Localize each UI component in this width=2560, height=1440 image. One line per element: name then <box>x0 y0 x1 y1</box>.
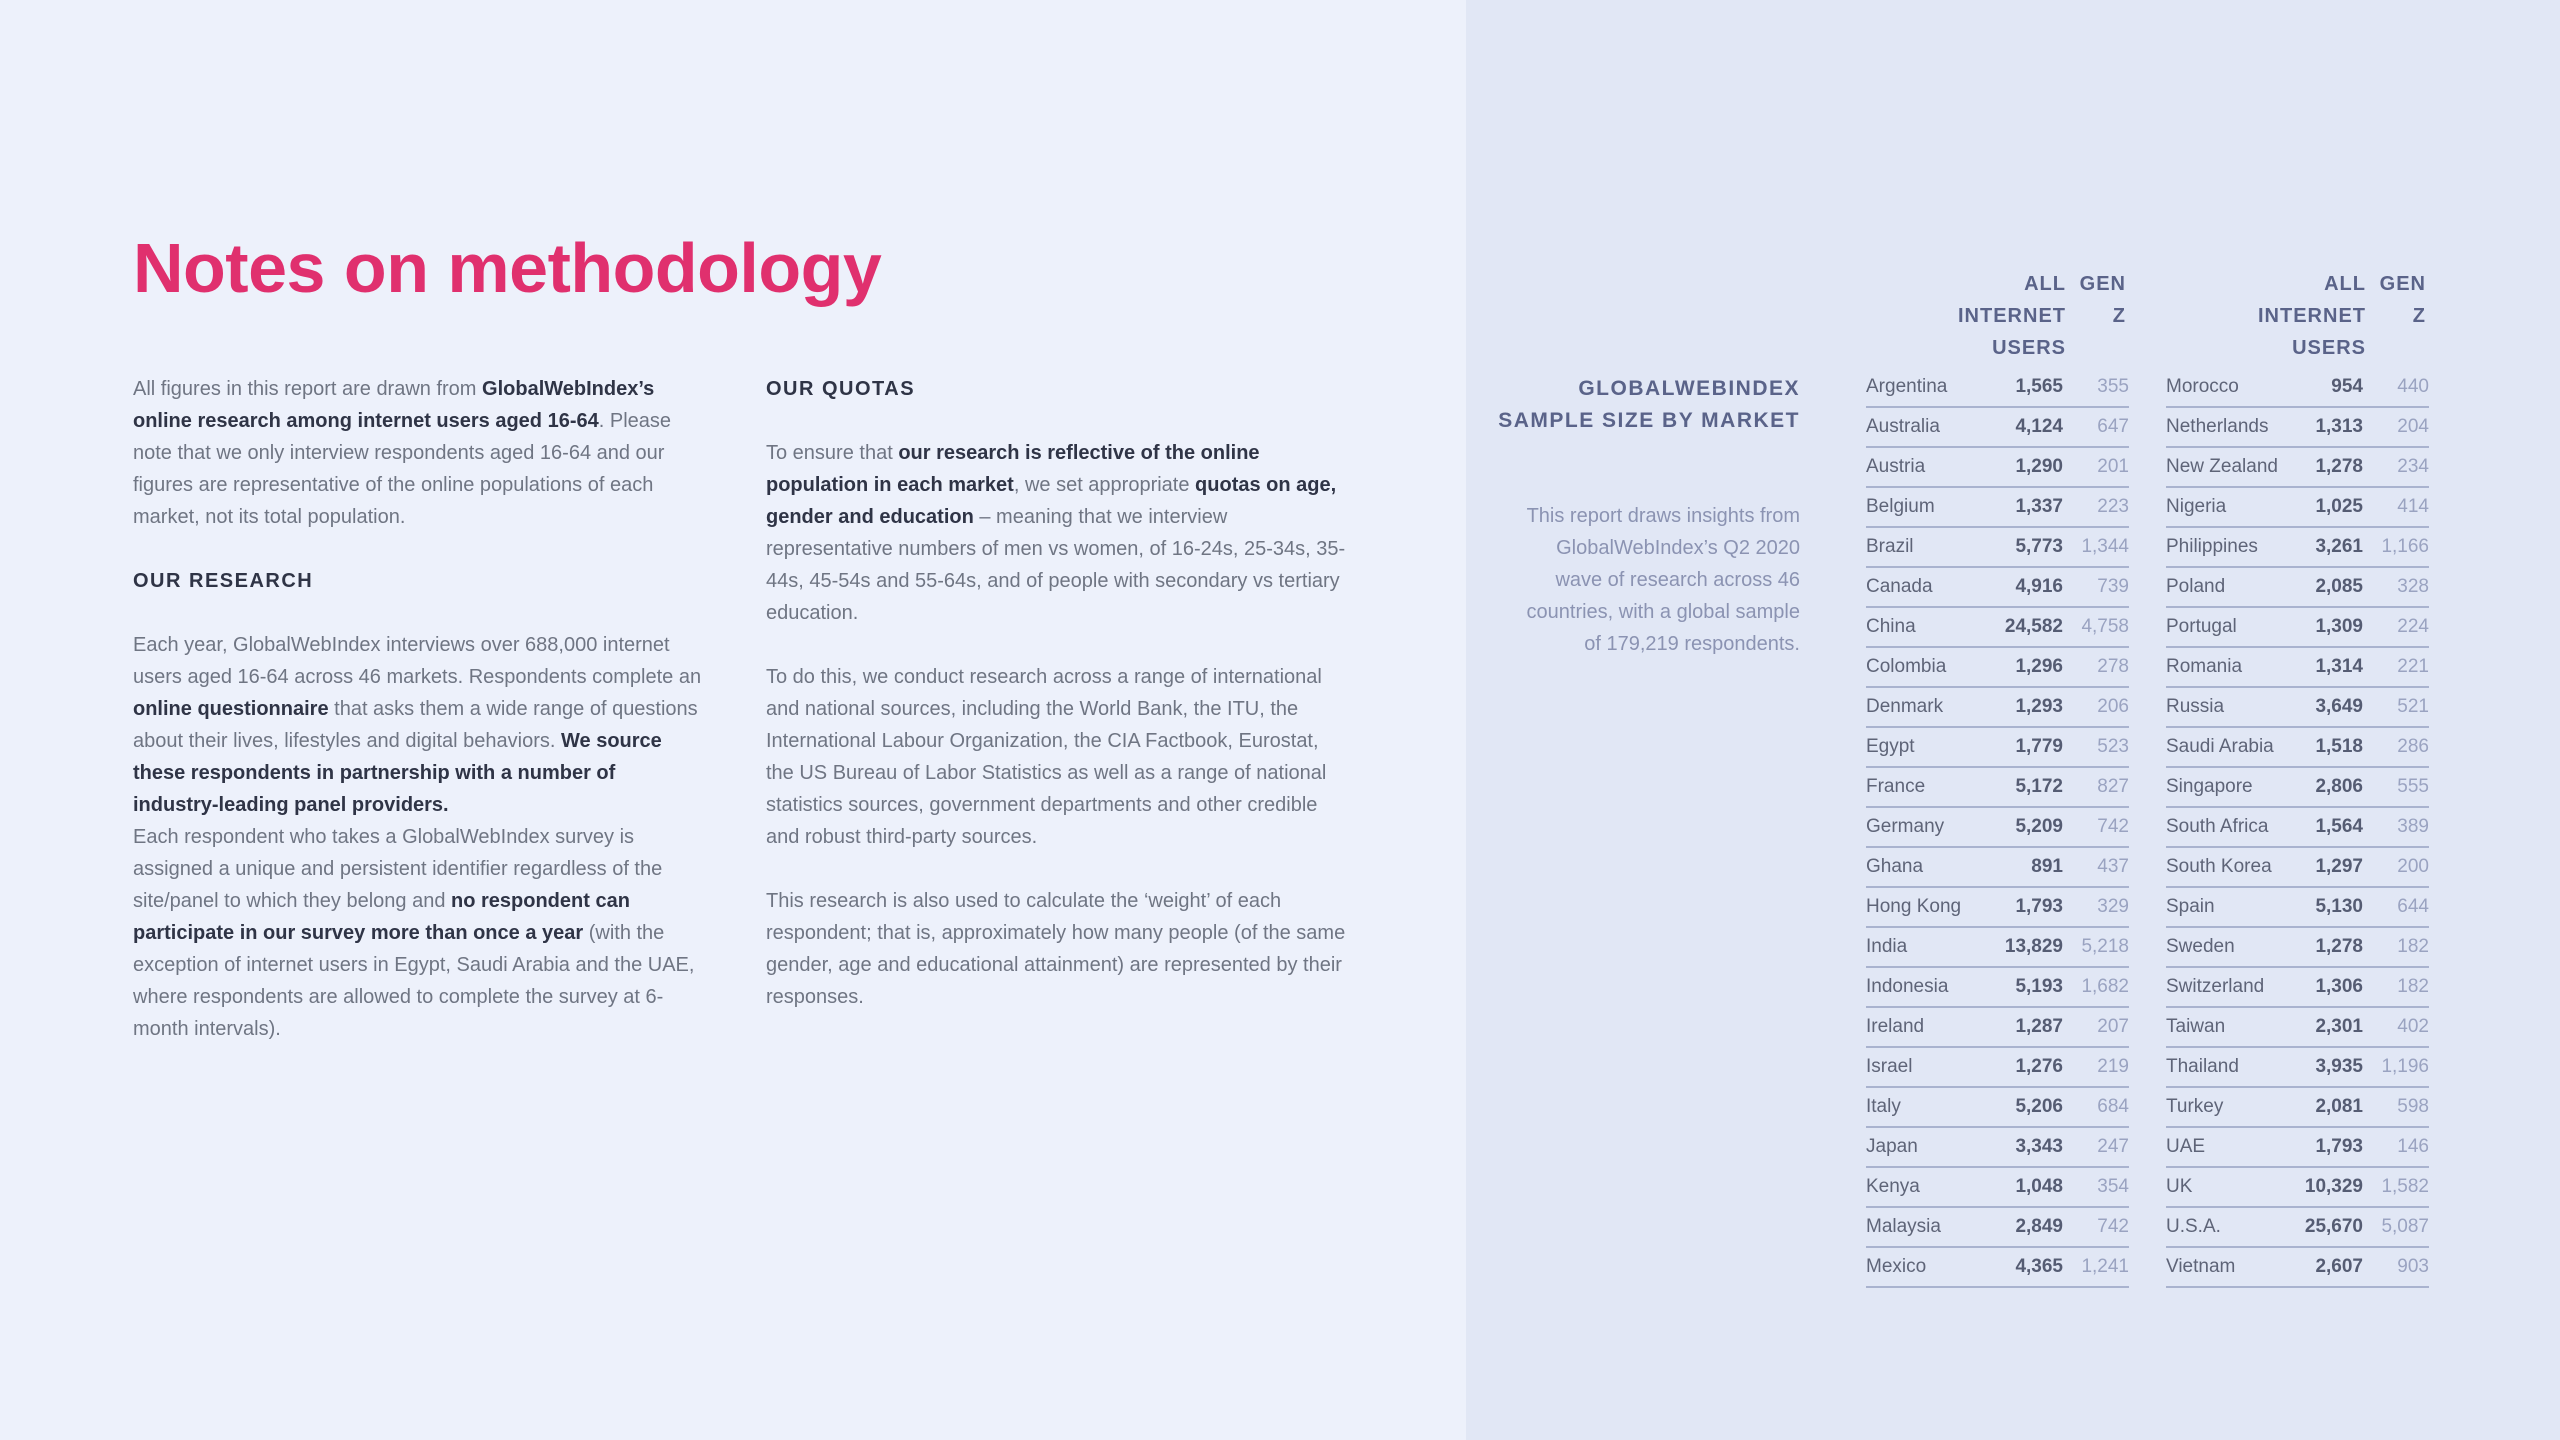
all-internet-users-value: 1,518 <box>2315 736 2363 757</box>
table-body <box>2166 368 2429 1288</box>
gen-z-value: 437 <box>2097 856 2129 877</box>
country-name: Indonesia <box>1866 976 1949 997</box>
table-row <box>2166 1128 2429 1168</box>
all-internet-users-value: 5,206 <box>2015 1096 2063 1117</box>
gen-z-value: 223 <box>2097 496 2129 517</box>
table-body <box>1866 368 2129 1288</box>
market-table-left <box>1866 268 2129 1288</box>
gen-z-value: 234 <box>2397 456 2429 477</box>
table-row <box>1866 928 2129 968</box>
gen-z-value: 207 <box>2097 1016 2129 1037</box>
page-title: Notes on methodology <box>133 229 882 307</box>
body-text: . Please note that we only interview respondents aged 16-64 and our figures are representative of the online populations of each market, not its total population. <box>133 410 671 528</box>
country-name: Poland <box>2166 576 2226 597</box>
all-internet-users-value: 2,085 <box>2315 576 2363 597</box>
all-internet-users-value: 5,209 <box>2015 816 2063 837</box>
country-name: Philippines <box>2166 536 2258 557</box>
country-name: Portugal <box>2166 616 2237 637</box>
gen-z-value: 1,344 <box>2081 536 2129 557</box>
all-internet-users-value: 1,313 <box>2315 416 2363 437</box>
country-name: Colombia <box>1866 656 1947 677</box>
table-row <box>1866 968 2129 1008</box>
table-row <box>1866 768 2129 808</box>
emphasis-text: online questionnaire <box>133 698 329 720</box>
header-gen-z: GEN Z <box>2379 273 2426 327</box>
table-row <box>2166 808 2429 848</box>
gen-z-value: 414 <box>2397 496 2429 517</box>
country-name: Vietnam <box>2166 1256 2236 1277</box>
table-row <box>2166 608 2429 648</box>
methodology-column-1 <box>133 373 703 1045</box>
gen-z-value: 5,087 <box>2381 1216 2429 1237</box>
research-paragraph <box>133 629 703 821</box>
all-internet-users-value: 4,124 <box>2015 416 2063 437</box>
gen-z-value: 742 <box>2097 816 2129 837</box>
all-internet-users-value: 2,607 <box>2315 1256 2363 1277</box>
intro-paragraph <box>133 373 703 533</box>
gen-z-value: 1,582 <box>2381 1176 2429 1197</box>
header-all-internet-users: ALL INTERNET USERS <box>1958 273 2066 359</box>
table-row <box>1866 408 2129 448</box>
table-row <box>2166 528 2429 568</box>
all-internet-users-value: 1,296 <box>2015 656 2063 677</box>
gen-z-value: 402 <box>2397 1016 2429 1037</box>
market-table-right <box>2166 268 2429 1288</box>
all-internet-users-value: 3,343 <box>2015 1136 2063 1157</box>
all-internet-users-value: 4,365 <box>2015 1256 2063 1277</box>
gen-z-value: 354 <box>2097 1176 2129 1197</box>
country-name: Canada <box>1866 576 1933 597</box>
quotas-paragraph <box>766 437 1346 629</box>
all-internet-users-value: 1,309 <box>2315 616 2363 637</box>
country-name: Morocco <box>2166 376 2239 397</box>
table-row <box>1866 448 2129 488</box>
country-name: Russia <box>2166 696 2225 717</box>
table-header <box>1866 268 2129 368</box>
body-text: All figures in this report are drawn from <box>133 378 483 400</box>
country-name: Nigeria <box>2166 496 2227 517</box>
table-row <box>1866 1168 2129 1208</box>
country-name: India <box>1866 936 1908 957</box>
country-name: New Zealand <box>2166 456 2278 477</box>
table-row <box>2166 928 2429 968</box>
all-internet-users-value: 25,670 <box>2304 1216 2363 1237</box>
gen-z-value: 684 <box>2097 1096 2129 1117</box>
country-name: UK <box>2166 1176 2193 1197</box>
table-row <box>2166 488 2429 528</box>
gen-z-value: 1,241 <box>2081 1256 2129 1277</box>
gen-z-value: 389 <box>2397 816 2429 837</box>
all-internet-users-value: 1,276 <box>2015 1056 2063 1077</box>
body-text: – meaning that we interview representative numbers of men vs women, of 16-24s, 25-34s, 35-44s, 45-54s and 55-64s, and of people with secondary vs tertiary education. <box>766 506 1346 624</box>
gen-z-value: 221 <box>2397 656 2429 677</box>
all-internet-users-value: 5,193 <box>2015 976 2063 997</box>
table-row <box>2166 1208 2429 1248</box>
all-internet-users-value: 1,278 <box>2315 936 2363 957</box>
all-internet-users-value: 10,329 <box>2304 1176 2363 1197</box>
gen-z-value: 355 <box>2097 376 2129 397</box>
body-text: Each year, GlobalWebIndex interviews over 688,000 internet users aged 16-64 across 46 markets. Respondents complete an <box>133 634 702 688</box>
all-internet-users-value: 1,293 <box>2015 696 2063 717</box>
table-row <box>2166 648 2429 688</box>
gen-z-value: 827 <box>2097 776 2129 797</box>
gen-z-value: 146 <box>2397 1136 2429 1157</box>
country-name: Austria <box>1866 456 1926 477</box>
table-row <box>2166 1168 2429 1208</box>
all-internet-users-value: 1,793 <box>2315 1136 2363 1157</box>
body-text: To ensure that <box>766 442 899 464</box>
respondent-paragraph <box>133 821 703 1045</box>
emphasis-text: our research is reflective of the online population in each market <box>766 442 1260 496</box>
all-internet-users-value: 5,130 <box>2315 896 2363 917</box>
country-name: Hong Kong <box>1866 896 1962 917</box>
gen-z-value: 440 <box>2397 376 2429 397</box>
table-row <box>1866 688 2129 728</box>
gen-z-value: 598 <box>2397 1096 2429 1117</box>
country-name: Brazil <box>1866 536 1914 557</box>
table-row <box>2166 968 2429 1008</box>
all-internet-users-value: 1,297 <box>2315 856 2363 877</box>
table-row <box>1866 808 2129 848</box>
table-row <box>1866 1128 2129 1168</box>
gen-z-value: 644 <box>2397 896 2429 917</box>
all-internet-users-value: 1,779 <box>2015 736 2063 757</box>
gen-z-value: 521 <box>2397 696 2429 717</box>
country-name: Ghana <box>1866 856 1924 877</box>
all-internet-users-value: 1,564 <box>2315 816 2363 837</box>
gen-z-value: 739 <box>2097 576 2129 597</box>
all-internet-users-value: 1,025 <box>2315 496 2363 517</box>
body-text: , we set appropriate <box>1013 474 1196 496</box>
our-research-heading: OUR RESEARCH <box>133 570 314 592</box>
all-internet-users-value: 3,261 <box>2315 536 2363 557</box>
sample-size-title: GLOBALWEBINDEX SAMPLE SIZE BY MARKET <box>1498 377 1800 432</box>
table-row <box>1866 1208 2129 1248</box>
all-internet-users-value: 1,793 <box>2015 896 2063 917</box>
country-name: Germany <box>1866 816 1945 837</box>
body-text: Each respondent who takes a GlobalWebIndex survey is assigned a unique and persistent identifier regardless of the site/panel to which they belong and <box>133 826 663 912</box>
sample-size-description: This report draws insights from GlobalWebIndex’s Q2 2020 wave of research across 46 countries, with a global sample of 179,219 respondents. <box>1526 505 1800 655</box>
body-text: This research is also used to calculate the ‘weight’ of each respondent; that is, approximately how many people (of the same gender, age and educational attainment) are represented by their responses. <box>766 890 1346 1008</box>
all-internet-users-value: 1,337 <box>2015 496 2063 517</box>
table-row <box>2166 688 2429 728</box>
table-row <box>1866 608 2129 648</box>
all-internet-users-value: 5,172 <box>2015 776 2063 797</box>
gen-z-value: 206 <box>2097 696 2129 717</box>
country-name: Malaysia <box>1866 1216 1941 1237</box>
gen-z-value: 182 <box>2397 936 2429 957</box>
country-name: South Korea <box>2166 856 2272 877</box>
country-name: South Africa <box>2166 816 2269 837</box>
our-quotas-heading: OUR QUOTAS <box>766 378 916 400</box>
table-row <box>2166 888 2429 928</box>
gen-z-value: 1,682 <box>2081 976 2129 997</box>
weight-paragraph <box>766 885 1346 1013</box>
gen-z-value: 4,758 <box>2081 616 2129 637</box>
country-name: Thailand <box>2166 1056 2239 1077</box>
country-name: Saudi Arabia <box>2166 736 2274 757</box>
gen-z-value: 278 <box>2097 656 2129 677</box>
table-row <box>1866 528 2129 568</box>
country-name: Switzerland <box>2166 976 2265 997</box>
all-internet-users-value: 2,849 <box>2015 1216 2063 1237</box>
gen-z-value: 182 <box>2397 976 2429 997</box>
country-name: Romania <box>2166 656 2243 677</box>
table-row <box>1866 728 2129 768</box>
body-text: To do this, we conduct research across a range of international and national sources, including the World Bank, the ITU, the International Labour Organization, the CIA Factbook, Eurostat, the US Bureau of Labor Statistics as well as a range of national statistics sources, government departments and other credible and robust third-party sources. <box>766 666 1327 848</box>
gen-z-value: 328 <box>2397 576 2429 597</box>
body-text: (with the exception of internet users in Egypt, Saudi Arabia and the UAE, where respondents are allowed to complete the survey at 6-month intervals). <box>133 922 695 1040</box>
table-row <box>1866 1248 2129 1288</box>
country-name: Ireland <box>1866 1016 1925 1037</box>
all-internet-users-value: 1,290 <box>2015 456 2063 477</box>
table-row <box>1866 568 2129 608</box>
all-internet-users-value: 891 <box>2031 856 2063 877</box>
table-row <box>2166 448 2429 488</box>
all-internet-users-value: 1,278 <box>2315 456 2363 477</box>
gen-z-value: 647 <box>2097 416 2129 437</box>
country-name: France <box>1866 776 1926 797</box>
emphasis-text: GlobalWebIndex’s online research among internet users aged 16-64 <box>133 378 655 432</box>
all-internet-users-value: 954 <box>2331 376 2363 397</box>
methodology-column-2 <box>766 373 1346 1013</box>
table-row <box>2166 1248 2429 1288</box>
table-row <box>2166 1048 2429 1088</box>
gen-z-value: 201 <box>2097 456 2129 477</box>
country-name: UAE <box>2166 1136 2206 1157</box>
country-name: Australia <box>1866 416 1940 437</box>
country-name: Italy <box>1866 1096 1901 1117</box>
gen-z-value: 200 <box>2397 856 2429 877</box>
all-internet-users-value: 5,773 <box>2015 536 2063 557</box>
all-internet-users-value: 2,301 <box>2315 1016 2363 1037</box>
country-name: Taiwan <box>2166 1016 2226 1037</box>
gen-z-value: 247 <box>2097 1136 2129 1157</box>
gen-z-value: 742 <box>2097 1216 2129 1237</box>
country-name: U.S.A. <box>2166 1216 2221 1237</box>
table-row <box>2166 728 2429 768</box>
all-internet-users-value: 2,081 <box>2315 1096 2363 1117</box>
gen-z-value: 329 <box>2097 896 2129 917</box>
country-name: Netherlands <box>2166 416 2269 437</box>
all-internet-users-value: 1,565 <box>2015 376 2063 397</box>
table-header <box>2166 268 2429 368</box>
country-name: Israel <box>1866 1056 1913 1077</box>
country-name: Spain <box>2166 896 2215 917</box>
table-row <box>1866 368 2129 408</box>
all-internet-users-value: 24,582 <box>2004 616 2063 637</box>
gen-z-value: 204 <box>2397 416 2429 437</box>
all-internet-users-value: 4,916 <box>2015 576 2063 597</box>
table-row <box>2166 768 2429 808</box>
gen-z-value: 523 <box>2097 736 2129 757</box>
table-row <box>1866 648 2129 688</box>
country-name: Singapore <box>2166 776 2253 797</box>
sources-paragraph <box>766 661 1346 853</box>
country-name: Japan <box>1866 1136 1918 1157</box>
table-row <box>1866 1088 2129 1128</box>
country-name: China <box>1866 616 1916 637</box>
table-row <box>1866 1048 2129 1088</box>
table-row <box>2166 408 2429 448</box>
country-name: Kenya <box>1866 1176 1920 1197</box>
table-row <box>2166 848 2429 888</box>
gen-z-value: 219 <box>2097 1056 2129 1077</box>
all-internet-users-value: 13,829 <box>2004 936 2063 957</box>
table-row <box>2166 368 2429 408</box>
all-internet-users-value: 1,287 <box>2015 1016 2063 1037</box>
table-row <box>2166 1088 2429 1128</box>
emphasis-text: quotas on age, gender and education <box>766 474 1337 528</box>
emphasis-text: We source these respondents in partnership with a number of industry-leading panel providers. <box>133 730 662 816</box>
gen-z-value: 286 <box>2397 736 2429 757</box>
gen-z-value: 555 <box>2397 776 2429 797</box>
country-name: Denmark <box>1866 696 1944 717</box>
country-name: Sweden <box>2166 936 2235 957</box>
table-row <box>1866 848 2129 888</box>
country-name: Egypt <box>1866 736 1915 757</box>
all-internet-users-value: 1,306 <box>2315 976 2363 997</box>
gen-z-value: 5,218 <box>2081 936 2129 957</box>
all-internet-users-value: 3,649 <box>2315 696 2363 717</box>
country-name: Mexico <box>1866 1256 1927 1277</box>
country-name: Turkey <box>2166 1096 2224 1117</box>
emphasis-text: no respondent can participate in our survey more than once a year <box>133 890 630 944</box>
table-row <box>2166 1008 2429 1048</box>
table-row <box>1866 888 2129 928</box>
country-name: Argentina <box>1866 376 1948 397</box>
all-internet-users-value: 1,314 <box>2315 656 2363 677</box>
all-internet-users-value: 3,935 <box>2315 1056 2363 1077</box>
header-all-internet-users: ALL INTERNET USERS <box>2258 273 2366 359</box>
gen-z-value: 903 <box>2397 1256 2429 1277</box>
country-name: Belgium <box>1866 496 1935 517</box>
header-gen-z: GEN Z <box>2079 273 2126 327</box>
body-text: that asks them a wide range of questions about their lives, lifestyles and digital behaviors. <box>133 698 698 752</box>
all-internet-users-value: 2,806 <box>2315 776 2363 797</box>
table-row <box>1866 1008 2129 1048</box>
table-row <box>2166 568 2429 608</box>
gen-z-value: 1,166 <box>2381 536 2429 557</box>
gen-z-value: 1,196 <box>2381 1056 2429 1077</box>
table-row <box>1866 488 2129 528</box>
all-internet-users-value: 1,048 <box>2015 1176 2063 1197</box>
gen-z-value: 224 <box>2397 616 2429 637</box>
